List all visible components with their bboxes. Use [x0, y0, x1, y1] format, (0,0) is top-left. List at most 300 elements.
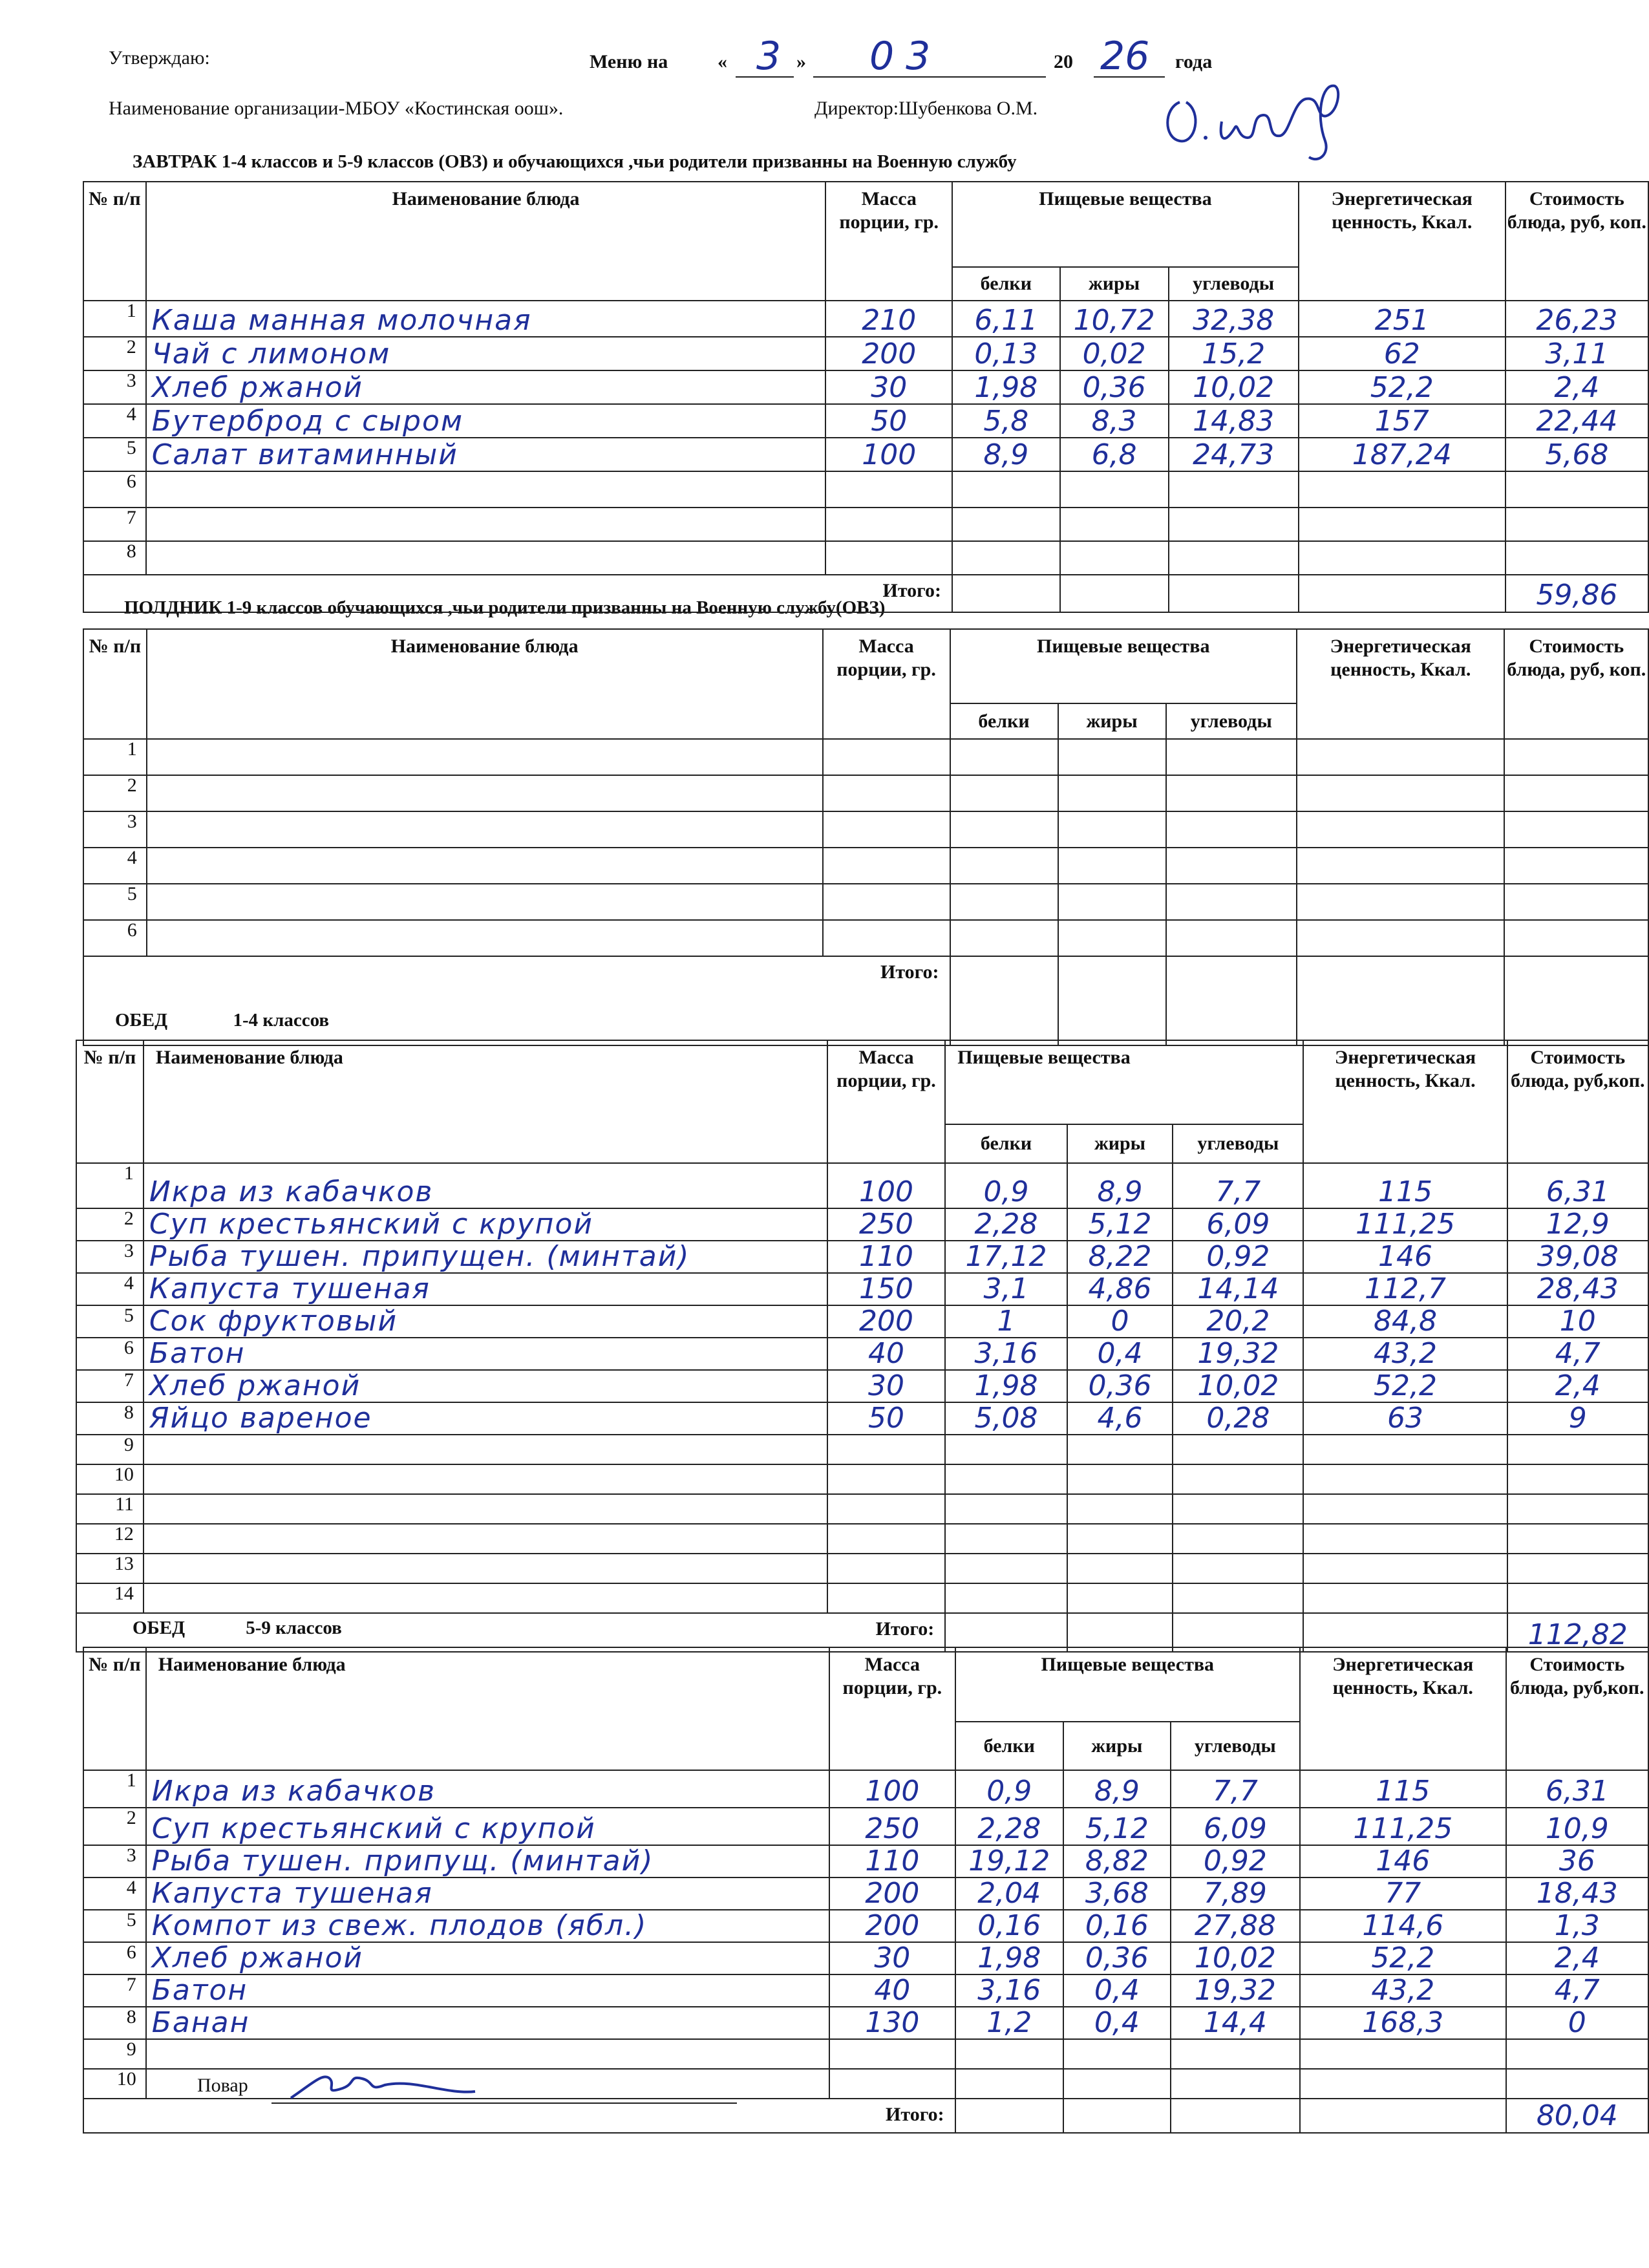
total-row	[83, 956, 1648, 1045]
proteins-value	[945, 1524, 1067, 1554]
portion-mass	[827, 1494, 945, 1524]
fats-value	[1067, 1554, 1173, 1583]
total-label: Итого:	[83, 2099, 955, 2133]
table-row	[83, 920, 1648, 956]
fats-value	[1067, 1524, 1173, 1554]
dish-name: Икра из кабачков	[146, 1770, 829, 1808]
dish-name	[144, 1524, 827, 1554]
table-row	[76, 1370, 1648, 1402]
proteins-value: 1,2	[955, 2007, 1063, 2039]
fats-value: 0,4	[1067, 1338, 1173, 1370]
col-header-energy: Энергетическая ценность, Ккал.	[1300, 1647, 1506, 1770]
table-row	[83, 1910, 1648, 1942]
proteins-value	[952, 508, 1060, 541]
proteins-value: 1,98	[955, 1942, 1063, 1974]
proteins-value: 5,08	[945, 1402, 1067, 1435]
col-header-carbs: углеводы	[1166, 703, 1297, 739]
portion-mass	[823, 775, 950, 811]
row-number: 12	[76, 1524, 144, 1554]
col-header-cost: Стоимость блюда, руб, коп.	[1504, 629, 1648, 739]
cook-signature	[284, 2066, 478, 2104]
table-row	[76, 1524, 1648, 1554]
proteins-value	[945, 1464, 1067, 1494]
carbs-value	[1166, 884, 1297, 920]
energy-value	[1303, 1494, 1507, 1524]
row-number: 4	[83, 404, 146, 438]
fats-value: 0,4	[1063, 1974, 1171, 2007]
dish-name: Хлеб ржаной	[146, 370, 826, 404]
table-row	[83, 508, 1648, 541]
dish-name	[146, 541, 826, 575]
row-number: 8	[83, 541, 146, 575]
portion-mass	[825, 471, 952, 508]
dish-name: Суп крестьянский с крупой	[146, 1808, 829, 1845]
table-row	[83, 370, 1648, 404]
carbs-value	[1173, 1435, 1303, 1464]
cost-value: 2,4	[1505, 370, 1648, 404]
col-header-mass: Масса порции, гр.	[827, 1040, 945, 1163]
carbs-value: 19,32	[1173, 1338, 1303, 1370]
cost-value: 6,31	[1507, 1163, 1649, 1208]
dish-name: Хлеб ржаной	[144, 1370, 827, 1402]
col-header-num: № п/п	[83, 182, 146, 301]
dish-name: Банан	[146, 2007, 829, 2039]
row-number: 2	[83, 1808, 146, 1845]
carbs-value: 0,92	[1173, 1241, 1303, 1273]
table-row	[83, 337, 1648, 370]
energy-value: 112,7	[1303, 1273, 1507, 1305]
fats-value	[1067, 1464, 1173, 1494]
energy-value	[1299, 508, 1505, 541]
cost-value: 2,4	[1506, 1942, 1648, 1974]
col-header-fats: жиры	[1060, 267, 1169, 301]
dish-name: Икра из кабачков	[144, 1163, 827, 1208]
col-header-nutrients: Пищевые вещества	[945, 1040, 1303, 1124]
col-header-proteins: белки	[945, 1124, 1067, 1163]
energy-value	[1303, 1464, 1507, 1494]
portion-mass: 200	[829, 1910, 955, 1942]
energy-value: 63	[1303, 1402, 1507, 1435]
fats-value: 6,8	[1060, 438, 1169, 471]
col-header-energy: Энергетическая ценность, Ккал.	[1299, 182, 1505, 301]
table-row	[76, 1273, 1648, 1305]
dish-name	[144, 1464, 827, 1494]
portion-mass	[825, 508, 952, 541]
carbs-value: 10,02	[1169, 370, 1299, 404]
cost-value	[1507, 1464, 1649, 1494]
menu-label: Меню на	[590, 51, 668, 72]
afternoon-snack-table	[83, 628, 1649, 1046]
row-number: 6	[83, 1942, 146, 1974]
proteins-value: 0,9	[945, 1163, 1067, 1208]
total-empty-cell	[1063, 2099, 1171, 2133]
cost-value: 36	[1506, 1845, 1648, 1878]
portion-mass: 200	[827, 1305, 945, 1338]
proteins-value: 2,04	[955, 1878, 1063, 1910]
energy-value: 115	[1303, 1163, 1507, 1208]
portion-mass: 130	[829, 2007, 955, 2039]
fats-value: 8,82	[1063, 1845, 1171, 1878]
row-number: 1	[83, 301, 146, 337]
dish-name: Сок фруктовый	[144, 1305, 827, 1338]
cost-value	[1505, 508, 1648, 541]
dish-name: Рыба тушен. припущ. (минтай)	[146, 1845, 829, 1878]
energy-value: 251	[1299, 301, 1505, 337]
table-row	[76, 1241, 1648, 1273]
portion-mass	[827, 1554, 945, 1583]
lunch-5-9-title: ОБЕД 5-9 классов	[133, 1618, 342, 1638]
energy-value: 111,25	[1300, 1808, 1506, 1845]
table-row	[83, 1845, 1648, 1878]
quote-open: «	[718, 51, 727, 72]
proteins-value	[952, 541, 1060, 575]
fats-value	[1060, 508, 1169, 541]
cook-label: Повар	[197, 2075, 248, 2096]
cost-value: 39,08	[1507, 1241, 1649, 1273]
row-number: 5	[83, 884, 147, 920]
dish-name	[146, 2069, 829, 2099]
total-empty-cell	[1303, 1613, 1507, 1652]
director-name: Директор:Шубенкова О.М.	[814, 98, 1038, 119]
row-number: 5	[83, 438, 146, 471]
lunch-1-4-table	[76, 1040, 1649, 1653]
cost-value: 4,7	[1507, 1338, 1649, 1370]
cost-value: 5,68	[1505, 438, 1648, 471]
proteins-value	[945, 1583, 1067, 1613]
table-row	[83, 404, 1648, 438]
fats-value	[1058, 920, 1166, 956]
cost-value	[1504, 739, 1648, 775]
energy-value: 52,2	[1299, 370, 1505, 404]
row-number: 2	[83, 775, 147, 811]
total-row	[83, 575, 1648, 612]
dish-name	[147, 920, 823, 956]
cost-value	[1505, 471, 1648, 508]
dish-name: Бутерброд с сыром	[146, 404, 826, 438]
energy-value	[1303, 1435, 1507, 1464]
fats-value: 0,36	[1060, 370, 1169, 404]
dish-name: Хлеб ржаной	[146, 1942, 829, 1974]
cost-value: 9	[1507, 1402, 1649, 1435]
table-row	[83, 848, 1648, 884]
fats-value: 0,36	[1063, 1942, 1171, 1974]
cost-value	[1507, 1494, 1649, 1524]
total-value: 59,86	[1505, 575, 1648, 612]
cost-value: 18,43	[1506, 1878, 1648, 1910]
row-number: 1	[76, 1163, 144, 1208]
organization-name: Наименование организации-МБОУ «Костинская оош».	[109, 98, 564, 119]
proteins-value: 3,16	[955, 1974, 1063, 2007]
proteins-value	[945, 1494, 1067, 1524]
row-number: 10	[83, 2069, 146, 2099]
table-row	[83, 739, 1648, 775]
energy-value	[1297, 884, 1504, 920]
energy-value	[1297, 920, 1504, 956]
dish-name: Рыба тушен. припущен. (минтай)	[144, 1241, 827, 1273]
cost-value: 4,7	[1506, 1974, 1648, 2007]
portion-mass	[827, 1583, 945, 1613]
cost-value	[1506, 2039, 1648, 2069]
total-value	[1504, 956, 1648, 1045]
col-header-fats: жиры	[1063, 1722, 1171, 1770]
proteins-value	[955, 2069, 1063, 2099]
proteins-value	[955, 2039, 1063, 2069]
col-header-energy: Энергетическая ценность, Ккал.	[1303, 1040, 1507, 1163]
fats-value: 0	[1067, 1305, 1173, 1338]
carbs-value	[1173, 1494, 1303, 1524]
table-row	[83, 811, 1648, 848]
portion-mass: 250	[829, 1808, 955, 1845]
quote-close: »	[796, 51, 806, 72]
energy-value	[1303, 1524, 1507, 1554]
fats-value	[1058, 848, 1166, 884]
fats-value: 4,86	[1067, 1273, 1173, 1305]
row-number: 14	[76, 1583, 144, 1613]
col-header-nutrients: Пищевые вещества	[952, 182, 1299, 267]
energy-value	[1299, 471, 1505, 508]
col-header-nutrients: Пищевые вещества	[950, 629, 1297, 703]
dish-name	[146, 471, 826, 508]
total-empty-cell	[1067, 1613, 1173, 1652]
cost-value	[1507, 1435, 1649, 1464]
table-row	[76, 1208, 1648, 1241]
dish-name: Чай с лимоном	[146, 337, 826, 370]
fats-value	[1058, 739, 1166, 775]
proteins-value	[950, 848, 1058, 884]
col-header-mass: Масса порции, гр.	[823, 629, 950, 739]
energy-value	[1303, 1554, 1507, 1583]
cost-value: 10	[1507, 1305, 1649, 1338]
afternoon-snack-title: ПОЛДНИК 1-9 классов обучающихся ,чьи родители призванны на Военную службу(ОВЗ)	[124, 597, 886, 618]
carbs-value: 0,92	[1171, 1845, 1300, 1878]
energy-value: 43,2	[1303, 1338, 1507, 1370]
portion-mass: 40	[827, 1338, 945, 1370]
table-row	[83, 1878, 1648, 1910]
proteins-value: 3,16	[945, 1338, 1067, 1370]
energy-value	[1297, 848, 1504, 884]
carbs-value	[1173, 1554, 1303, 1583]
carbs-value	[1166, 848, 1297, 884]
table-row	[83, 1770, 1648, 1808]
table-row	[83, 775, 1648, 811]
carbs-value	[1166, 775, 1297, 811]
row-number: 4	[83, 1878, 146, 1910]
cost-value: 26,23	[1505, 301, 1648, 337]
dish-name	[147, 739, 823, 775]
proteins-value: 5,8	[952, 404, 1060, 438]
proteins-value	[950, 884, 1058, 920]
proteins-value: 3,1	[945, 1273, 1067, 1305]
proteins-value	[945, 1554, 1067, 1583]
dish-name: Каша манная молочная	[146, 301, 826, 337]
portion-mass	[823, 920, 950, 956]
carbs-value	[1169, 508, 1299, 541]
fats-value	[1058, 811, 1166, 848]
portion-mass	[823, 739, 950, 775]
proteins-value: 1,98	[945, 1370, 1067, 1402]
proteins-value	[945, 1435, 1067, 1464]
total-empty-cell	[1058, 956, 1166, 1045]
table-row	[83, 471, 1648, 508]
total-empty-cell	[945, 1613, 1067, 1652]
portion-mass: 200	[829, 1878, 955, 1910]
lunch-1-4-title: ОБЕД 1-4 классов	[115, 1010, 330, 1031]
fats-value	[1063, 2069, 1171, 2099]
menu-month: 03	[869, 34, 942, 79]
carbs-value	[1171, 2039, 1300, 2069]
energy-value: 115	[1300, 1770, 1506, 1808]
portion-mass: 150	[827, 1273, 945, 1305]
dish-name: Капуста тушеная	[144, 1273, 827, 1305]
energy-value: 114,6	[1300, 1910, 1506, 1942]
proteins-value: 0,13	[952, 337, 1060, 370]
energy-value	[1297, 811, 1504, 848]
carbs-value	[1173, 1583, 1303, 1613]
carbs-value	[1166, 811, 1297, 848]
carbs-value	[1173, 1524, 1303, 1554]
portion-mass: 30	[827, 1370, 945, 1402]
energy-value: 146	[1303, 1241, 1507, 1273]
fats-value: 0,02	[1060, 337, 1169, 370]
total-label: Итого:	[76, 1613, 945, 1652]
table-row	[83, 2007, 1648, 2039]
carbs-value: 7,7	[1173, 1163, 1303, 1208]
col-header-carbs: углеводы	[1173, 1124, 1303, 1163]
dish-name	[144, 1435, 827, 1464]
row-number: 7	[83, 1974, 146, 2007]
proteins-value: 1	[945, 1305, 1067, 1338]
breakfast-table	[83, 181, 1649, 613]
energy-value: 62	[1299, 337, 1505, 370]
portion-mass: 200	[825, 337, 952, 370]
table-row	[76, 1305, 1648, 1338]
cost-value: 12,9	[1507, 1208, 1649, 1241]
row-number: 3	[83, 1845, 146, 1878]
total-empty-cell	[1166, 956, 1297, 1045]
fats-value	[1058, 884, 1166, 920]
dish-name	[147, 848, 823, 884]
col-header-proteins: белки	[950, 703, 1058, 739]
cost-value: 2,4	[1507, 1370, 1649, 1402]
col-header-num: № п/п	[83, 1647, 146, 1770]
row-number: 7	[76, 1370, 144, 1402]
cost-value	[1504, 884, 1648, 920]
month-underline	[813, 76, 1046, 78]
col-header-mass: Масса порции, гр.	[825, 182, 952, 301]
portion-mass	[827, 1524, 945, 1554]
table-row	[76, 1163, 1648, 1208]
col-header-cost: Стоимость блюда, руб, коп.	[1505, 182, 1648, 301]
proteins-value: 19,12	[955, 1845, 1063, 1878]
col-header-proteins: белки	[955, 1722, 1063, 1770]
energy-value	[1297, 775, 1504, 811]
table-row	[83, 2039, 1648, 2069]
row-number: 6	[83, 471, 146, 508]
carbs-value: 24,73	[1169, 438, 1299, 471]
cost-value: 22,44	[1505, 404, 1648, 438]
total-label: Итого:	[83, 956, 950, 1045]
col-header-num: № п/п	[76, 1040, 144, 1163]
total-empty-cell	[950, 956, 1058, 1045]
row-number: 3	[83, 370, 146, 404]
energy-value: 77	[1300, 1878, 1506, 1910]
row-number: 1	[83, 739, 147, 775]
table-row	[83, 1808, 1648, 1845]
row-number: 6	[76, 1338, 144, 1370]
portion-mass	[827, 1464, 945, 1494]
row-number: 4	[76, 1273, 144, 1305]
row-number: 5	[83, 1910, 146, 1942]
fats-value	[1060, 471, 1169, 508]
energy-value: 52,2	[1300, 1942, 1506, 1974]
fats-value	[1058, 775, 1166, 811]
energy-value: 43,2	[1300, 1974, 1506, 2007]
row-number: 8	[76, 1402, 144, 1435]
proteins-value: 2,28	[945, 1208, 1067, 1241]
year-suffix: 26	[1100, 34, 1150, 79]
dish-name: Батон	[144, 1338, 827, 1370]
dish-name: Компот из свеж. плодов (ябл.)	[146, 1910, 829, 1942]
total-empty-cell	[1060, 575, 1169, 612]
portion-mass	[829, 2069, 955, 2099]
fats-value: 8,3	[1060, 404, 1169, 438]
col-header-mass: Масса порции, гр.	[829, 1647, 955, 1770]
energy-value: 187,24	[1299, 438, 1505, 471]
carbs-value: 20,2	[1173, 1305, 1303, 1338]
row-number: 11	[76, 1494, 144, 1524]
cost-value	[1504, 775, 1648, 811]
proteins-value	[950, 811, 1058, 848]
portion-mass	[823, 848, 950, 884]
fats-value	[1067, 1494, 1173, 1524]
day-underline	[736, 76, 794, 78]
table-row	[76, 1402, 1648, 1435]
col-header-fats: жиры	[1067, 1124, 1173, 1163]
proteins-value: 2,28	[955, 1808, 1063, 1845]
row-number: 9	[76, 1435, 144, 1464]
fats-value	[1063, 2039, 1171, 2069]
row-number: 2	[83, 337, 146, 370]
cost-value: 28,43	[1507, 1273, 1649, 1305]
portion-mass: 100	[829, 1770, 955, 1808]
col-header-name: Наименование блюда	[147, 629, 823, 739]
cost-value	[1504, 848, 1648, 884]
table-row	[76, 1464, 1648, 1494]
total-empty-cell	[1299, 575, 1505, 612]
fats-value: 4,6	[1067, 1402, 1173, 1435]
portion-mass: 100	[825, 438, 952, 471]
dish-name	[147, 775, 823, 811]
portion-mass: 100	[827, 1163, 945, 1208]
carbs-value: 7,7	[1171, 1770, 1300, 1808]
cost-value	[1507, 1554, 1649, 1583]
table-row	[76, 1338, 1648, 1370]
table-row	[83, 884, 1648, 920]
cost-value: 10,9	[1506, 1808, 1648, 1845]
table-row	[83, 301, 1648, 337]
portion-mass	[827, 1435, 945, 1464]
portion-mass: 30	[829, 1942, 955, 1974]
carbs-value	[1169, 471, 1299, 508]
cost-value	[1505, 541, 1648, 575]
col-header-name: Наименование блюда	[146, 182, 826, 301]
carbs-value: 15,2	[1169, 337, 1299, 370]
dish-name	[146, 2039, 829, 2069]
cost-value	[1507, 1583, 1649, 1613]
row-number: 7	[83, 508, 146, 541]
row-number: 10	[76, 1464, 144, 1494]
total-empty-cell	[1297, 956, 1504, 1045]
